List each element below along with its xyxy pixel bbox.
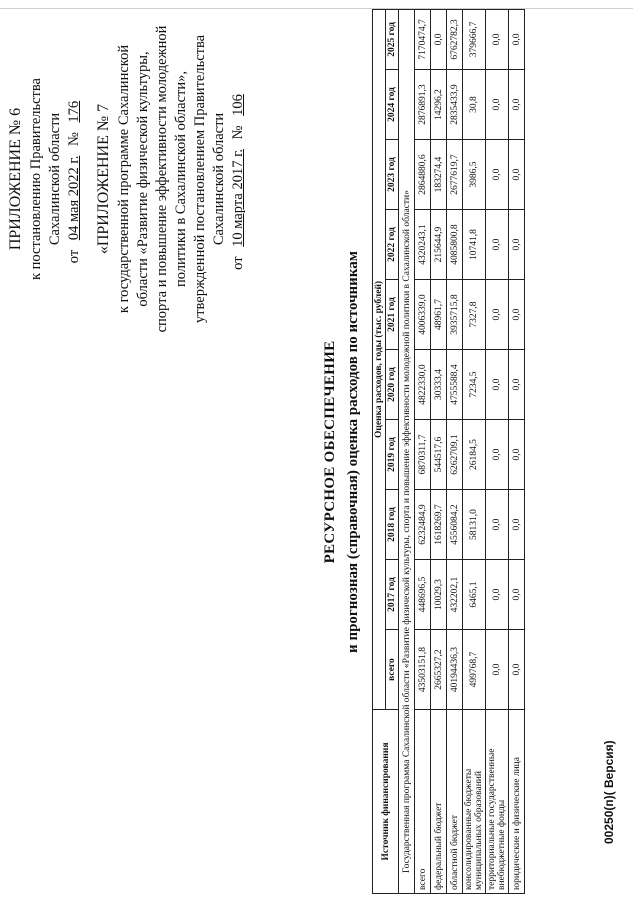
resolution-line: к постановлению Правительства xyxy=(28,78,44,280)
approval-number: 106 xyxy=(230,94,246,116)
value-cell: 183274,4 xyxy=(431,140,447,210)
appendix7-title: «ПРИЛОЖЕНИЕ № 7 xyxy=(95,103,112,255)
value-cell: 0,0 xyxy=(486,630,509,710)
value-cell: 48961,7 xyxy=(431,280,447,350)
program-line: утвержденной постановлением Правительства xyxy=(192,34,208,324)
approval-date: 10 марта 2017 г. xyxy=(230,148,246,247)
value-cell: 0,0 xyxy=(509,70,525,140)
value-cell: 2835433,9 xyxy=(447,70,463,140)
source-cell: всего xyxy=(415,710,431,894)
header-year: 2018 год xyxy=(386,490,399,560)
value-cell: 2876891,3 xyxy=(415,70,431,140)
program-line: Сахалинской области xyxy=(211,112,227,246)
program-line: политики в Сахалинской области», xyxy=(173,70,189,288)
header-year: 2025 год xyxy=(386,9,399,69)
value-cell: 0,0 xyxy=(486,420,509,490)
value-cell: 0,0 xyxy=(486,70,509,140)
value-cell: 0,0 xyxy=(509,280,525,350)
value-cell: 0,0 xyxy=(509,630,525,710)
value-cell: 3986,5 xyxy=(463,140,486,210)
header-year: 2020 год xyxy=(386,350,399,420)
program-line: области «Развитие физической культуры, xyxy=(135,51,151,307)
table-row xyxy=(463,9,486,893)
value-cell: 4085800,8 xyxy=(447,210,463,280)
table-row xyxy=(431,9,447,893)
value-cell: 10029,3 xyxy=(431,560,447,630)
header-year: 2023 год xyxy=(386,140,399,210)
value-cell: 0,0 xyxy=(509,420,525,490)
value-cell: 0,0 xyxy=(486,280,509,350)
document-title: РЕСУРСНОЕ ОБЕСПЕЧЕНИЕ xyxy=(322,340,338,564)
value-cell: 2677619,7 xyxy=(447,140,463,210)
date-number-line: от 04 мая 2022 г. № 176 xyxy=(65,14,84,344)
value-cell: 6232484,9 xyxy=(415,490,431,560)
header-source: Источник финансирования xyxy=(373,710,399,894)
value-cell: 3935715,8 xyxy=(447,280,463,350)
value-cell: 40194436,3 xyxy=(447,630,463,710)
value-cell: 7234,5 xyxy=(463,350,486,420)
value-cell: 30333,4 xyxy=(431,350,447,420)
header-year: 2019 год xyxy=(386,420,399,490)
value-cell: 6262709,1 xyxy=(447,420,463,490)
value-cell: 4822330,0 xyxy=(415,350,431,420)
value-cell: 58131,0 xyxy=(463,490,486,560)
program-line: к государственной программе Сахалинской xyxy=(116,44,132,314)
appendix-header xyxy=(6,14,248,344)
value-cell: 544517,6 xyxy=(431,420,447,490)
header-expense-group: Оценка расходов, годы (тыс. рублей) xyxy=(373,9,386,709)
resources-table xyxy=(372,9,525,894)
source-cell: территориальные государственные внебюджетные фонды xyxy=(486,710,509,894)
value-cell: 432202,1 xyxy=(447,560,463,630)
value-cell: 0,0 xyxy=(509,210,525,280)
value-cell: 4320243,1 xyxy=(415,210,431,280)
program-line: спорта и повышение эффективности молодежной xyxy=(154,25,170,333)
header-year: 2024 год xyxy=(386,70,399,140)
table-row xyxy=(509,9,525,893)
value-cell: 0,0 xyxy=(486,490,509,560)
value-cell: 0,0 xyxy=(486,350,509,420)
value-cell: 0,0 xyxy=(486,560,509,630)
document-code: 00250(п)( Версия) xyxy=(602,740,616,844)
value-cell: 215644,9 xyxy=(431,210,447,280)
value-cell: 26184,5 xyxy=(463,420,486,490)
source-cell: консолидированные бюджеты муниципальных образований xyxy=(463,710,486,894)
table-row xyxy=(415,9,431,893)
value-cell: 4755588,4 xyxy=(447,350,463,420)
value-cell: 0,0 xyxy=(509,9,525,69)
value-cell: 6762782,3 xyxy=(447,9,463,69)
header-year: 2017 год xyxy=(386,560,399,630)
source-cell: федеральный бюджет xyxy=(431,710,447,894)
value-cell: 7170474,7 xyxy=(415,9,431,69)
source-cell: юридические и физические лица xyxy=(509,710,525,894)
value-cell: 4006339,0 xyxy=(415,280,431,350)
value-cell: 10741,8 xyxy=(463,210,486,280)
value-cell: 379666,7 xyxy=(463,9,486,69)
header-year: 2021 год xyxy=(386,280,399,350)
table-row xyxy=(447,9,463,893)
program-row: Государственная программа Сахалинской области «Развитие физической культуры, спорта и повышение эффективности молодежной политики в Сахалинской области» xyxy=(399,9,415,893)
date-number-line-2: от 10 марта 2017 г. № 106 xyxy=(229,14,248,344)
value-cell: 0,0 xyxy=(431,9,447,69)
value-cell: 0,0 xyxy=(486,140,509,210)
value-cell: 0,0 xyxy=(509,140,525,210)
value-cell: 4556084,2 xyxy=(447,490,463,560)
value-cell: 6870311,7 xyxy=(415,420,431,490)
value-cell: 43503151,8 xyxy=(415,630,431,710)
appendix-title: ПРИЛОЖЕНИЕ № 6 xyxy=(7,107,24,251)
resolution-number: 176 xyxy=(66,100,82,123)
value-cell: 30,8 xyxy=(463,70,486,140)
value-cell: 7327,8 xyxy=(463,280,486,350)
document-subtitle: и прогнозная (справочная) оценка расходов по источникам xyxy=(345,251,361,653)
value-cell: 0,0 xyxy=(486,9,509,69)
value-cell: 0,0 xyxy=(509,490,525,560)
value-cell: 2665327,2 xyxy=(431,630,447,710)
value-cell: 1618269,7 xyxy=(431,490,447,560)
value-cell: 6465,1 xyxy=(463,560,486,630)
value-cell: 448696,5 xyxy=(415,560,431,630)
value-cell: 0,0 xyxy=(509,350,525,420)
header-year: всего xyxy=(386,630,399,710)
value-cell: 499768,7 xyxy=(463,630,486,710)
resolution-date: 04 мая 2022 г. xyxy=(66,155,82,241)
table-row xyxy=(486,9,509,893)
value-cell: 0,0 xyxy=(486,210,509,280)
value-cell: 14296,2 xyxy=(431,70,447,140)
region-line: Сахалинской области xyxy=(47,112,63,246)
header-year: 2022 год xyxy=(386,210,399,280)
value-cell: 2864880,6 xyxy=(415,140,431,210)
value-cell: 0,0 xyxy=(509,560,525,630)
source-cell: областной бюджет xyxy=(447,710,463,894)
